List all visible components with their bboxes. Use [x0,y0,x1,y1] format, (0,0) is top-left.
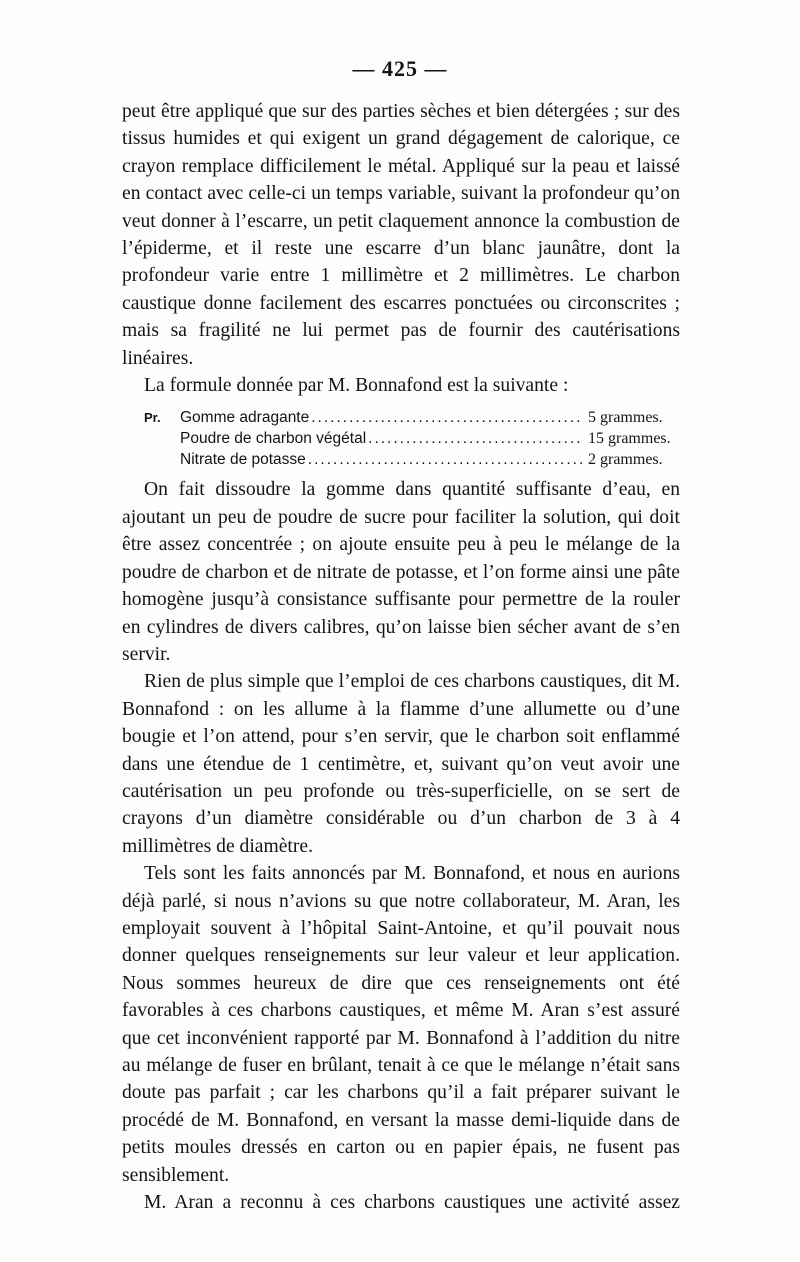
recipe-quantity: 15 grammes. [588,430,671,448]
page-body [122,98,680,1216]
leader-dots [308,449,582,470]
paragraph-formula-intro: La formule donnée par M. Bonnafond est la suivante : [144,375,569,397]
recipe-row [122,428,680,449]
page-number: — 425 — [352,56,448,81]
recipe-row [122,407,680,428]
recipe-quantity: 5 grammes. [588,409,663,427]
paragraph-final-line: M. Aran a reconnu à ces charbons caustiques une activité assez [144,1192,680,1214]
paragraph-preparation: On fait dissoudre la gomme dans quantité suffisante d’eau, en ajoutant un peu de poudre de sucre pour faciliter la solution, qui doit être assez concentrée ; on ajoute ensuite peu à peu le mélange de la poudre de charbon et de nitrate de potasse, et l’on forme ainsi une pâte homogène jusqu’à consistance suffisante pour permettre de la rouler en cylindres de divers calibres, qu’on laisse bien sécher avant de s’en servir. [122,479,680,665]
leader-dots [368,428,582,449]
paragraph-usage: Rien de plus simple que l’emploi de ces charbons caustiques, dit M. Bonnafond : on les allume à la flamme d’une allumette ou d’une bougie et l’on attend, pour s’en servir, que le charbon soit enflammé dans une étendue de 1 centimètre, et, suivant qu’on veut avoir une cautérisation un peu profonde ou très-superficielle, on se sert de crayons d’un diamètre considérable ou d’un charbon de 3 à 4 millimètres de diamètre. [122,671,680,857]
recipe-quantity: 2 grammes. [588,451,663,469]
recipe-prefix: Pr. [144,410,161,426]
recipe-list [122,407,680,470]
paragraph-aran-observations: Tels sont les faits annoncés par M. Bonnafond, et nous en aurions déjà parlé, si nous n’avions su que notre collaborateur, M. Aran, les employait souvent à l’hôpital Saint-Antoine, et qu’il pouvait nous donner quelques renseignements sur leur valeur et leur application. Nous sommes heureux de dire que ces renseignements ont été favorables à ces charbons caustiques, et même M. Aran s’est assuré que cet inconvénient rapporté par M. Bonnafond à l’addition du nitre au mélange de fuser en brûlant, tenait à ce que le mélange n’était sans doute pas parfait ; car les charbons qu’il a fait préparer suivant le procédé de M. Bonnafond, en versant la masse demi-liquide dans de petits moules dressés en carton ou en papier épais, ne fusent pas sensiblement. [122,863,680,1186]
recipe-ingredient: Poudre de charbon végétal [180,430,367,448]
recipe-ingredient: Gomme adragante [180,409,310,427]
leader-dots [311,407,582,428]
recipe-row [122,449,680,470]
recipe-ingredient: Nitrate de potasse [180,451,306,469]
paragraph-continuation: peut être appliqué que sur des parties sèches et bien détergées ; sur des tissus humides et qui exigent un grand dégagement de calorique, ce crayon remplace difficilement le métal. Appliqué sur la peau et laissé en contact avec celle-ci un temps variable, suivant la profondeur qu’on veut donner à l’escarre, un petit claquement annonce la combustion de l’épiderme, et il reste une escarre d’un blanc jaunâtre, dont la profondeur varie entre 1 millimètre et 2 millimètres. Le charbon caustique donne facilement des escarres ponctuées ou circonscrites ; mais sa fragilité ne lui permet pas de fournir des cautérisations linéaires. [122,101,680,369]
